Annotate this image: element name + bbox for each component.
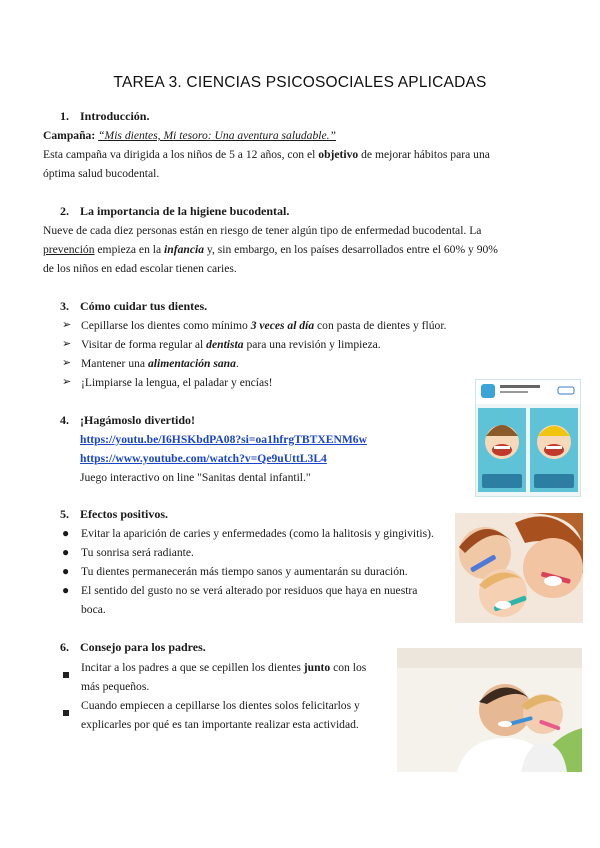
- round-bullet-icon: ●: [62, 545, 70, 559]
- round-bullet-icon: ●: [62, 564, 70, 578]
- arrow-bullet-icon: ➢: [62, 376, 72, 388]
- advice-item-1-line-2: más pequeños.: [81, 680, 150, 693]
- section-1-heading: Introducción.: [80, 109, 150, 123]
- care-item-1-c: con pasta de dientes y flúor.: [314, 319, 447, 332]
- arrow-bullet-icon: ➢: [62, 338, 72, 350]
- section-6-number: 6.: [60, 640, 69, 654]
- infancy-word: infancia: [164, 243, 204, 256]
- effect-item-2: Tu sonrisa será radiante.: [81, 546, 194, 559]
- care-item-2-c: para una revisión y limpieza.: [243, 338, 381, 351]
- interactive-game-text: Juego interactivo on line "Sanitas dental infantil.": [80, 471, 311, 484]
- effect-item-4-line-2: boca.: [81, 603, 106, 616]
- dental-game-app-image: [475, 379, 581, 497]
- section-5-number: 5.: [60, 507, 69, 521]
- intro-objective: objetivo: [318, 148, 359, 161]
- youtube-link-2[interactable]: https://www.youtube.com/watch?v=Qe9uUttL3L4: [80, 452, 327, 465]
- campaign-label: Campaña:: [43, 129, 96, 142]
- advice-item-1-b: junto: [303, 661, 331, 674]
- importance-line-2: [43, 240, 498, 259]
- advice-item-2-line-2: explicarles por qué es tan importante realizar esta actividad.: [81, 718, 359, 731]
- care-item-3-a: Mantener una: [81, 357, 148, 370]
- campaign-line: [43, 126, 336, 145]
- care-item-1: [81, 316, 446, 335]
- care-item-1-a: Cepillarse los dientes como mínimo: [81, 319, 251, 332]
- care-item-3-b: alimentación sana: [147, 357, 236, 370]
- section-4-number: 4.: [60, 413, 69, 427]
- arrow-bullet-icon: ➢: [62, 319, 72, 331]
- section-4-heading: ¡Hagámoslo divertido!: [80, 413, 195, 427]
- section-2-heading: La importancia de la higiene bucodental.: [80, 204, 290, 218]
- campaign-name: “Mis dientes, Mi tesoro: Una aventura saludable.”: [98, 129, 336, 142]
- kids-brushing-teeth-image: [455, 513, 583, 623]
- section-6-heading: Consejo para los padres.: [80, 640, 206, 654]
- care-item-3: [81, 354, 239, 373]
- section-5-heading: Efectos positivos.: [80, 507, 168, 521]
- advice-item-1-c: con los: [330, 661, 367, 674]
- square-bullet-icon: [63, 665, 69, 683]
- importance-text-d: y, sin embargo, en los países desarrollados entre el 60% y 90%: [204, 243, 498, 256]
- advice-item-1-a: Incitar a los padres a que se cepillen los dientes: [81, 661, 304, 674]
- intro-line-2: óptima salud bucodental.: [43, 167, 160, 180]
- section-2-number: 2.: [60, 204, 69, 218]
- advice-item-1-line-1: [81, 658, 386, 677]
- care-item-2: [81, 335, 381, 354]
- care-item-4: ¡Limpiarse la lengua, el paladar y encías!: [81, 376, 273, 389]
- prevention-word: prevención: [43, 243, 95, 256]
- arrow-bullet-icon: ➢: [62, 357, 72, 369]
- section-3-number: 3.: [60, 299, 69, 313]
- section-3-heading: Cómo cuidar tus dientes.: [80, 299, 208, 313]
- effect-item-4-line-1: El sentido del gusto no se verá alterado por residuos que haya en nuestra: [81, 584, 418, 597]
- importance-text-b: empieza en la: [94, 243, 165, 256]
- father-child-brushing-image: [397, 648, 582, 772]
- round-bullet-icon: ●: [62, 583, 70, 597]
- importance-line-1: Nueve de cada diez personas están en riesgo de tener algún tipo de enfermedad bucodental. La: [43, 224, 482, 237]
- care-item-2-a: Visitar de forma regular al: [81, 338, 207, 351]
- youtube-link-1[interactable]: https://youtu.be/I6HSKbdPA08?si=oa1hfrgTBTXENM6w: [80, 433, 367, 446]
- effect-item-3: Tu dientes permanecerán más tiempo sanos y aumentarán su duración.: [81, 565, 408, 578]
- square-bullet-icon: [63, 703, 69, 721]
- effect-item-1: Evitar la aparición de caries y enfermedades (como la halitosis y gingivitis).: [81, 527, 434, 540]
- intro-text-c: de mejorar hábitos para una: [358, 148, 490, 161]
- round-bullet-icon: ●: [62, 526, 70, 540]
- section-1-number: 1.: [60, 109, 69, 123]
- advice-item-2-line-1: Cuando empiecen a cepillarse los dientes solos felicitarlos y: [81, 699, 360, 712]
- page-title: TAREA 3. CIENCIAS PSICOSOCIALES APLICADAS: [113, 74, 487, 91]
- importance-line-3: de los niños en edad escolar tienen caries.: [43, 262, 237, 275]
- care-item-1-b: 3 veces al día: [250, 319, 315, 332]
- intro-text-a: Esta campaña va dirigida a los niños de 5 a 12 años, con el: [43, 148, 319, 161]
- intro-line-1: [43, 145, 490, 164]
- care-item-3-c: .: [235, 357, 239, 370]
- care-item-2-b: dentista: [206, 338, 244, 351]
